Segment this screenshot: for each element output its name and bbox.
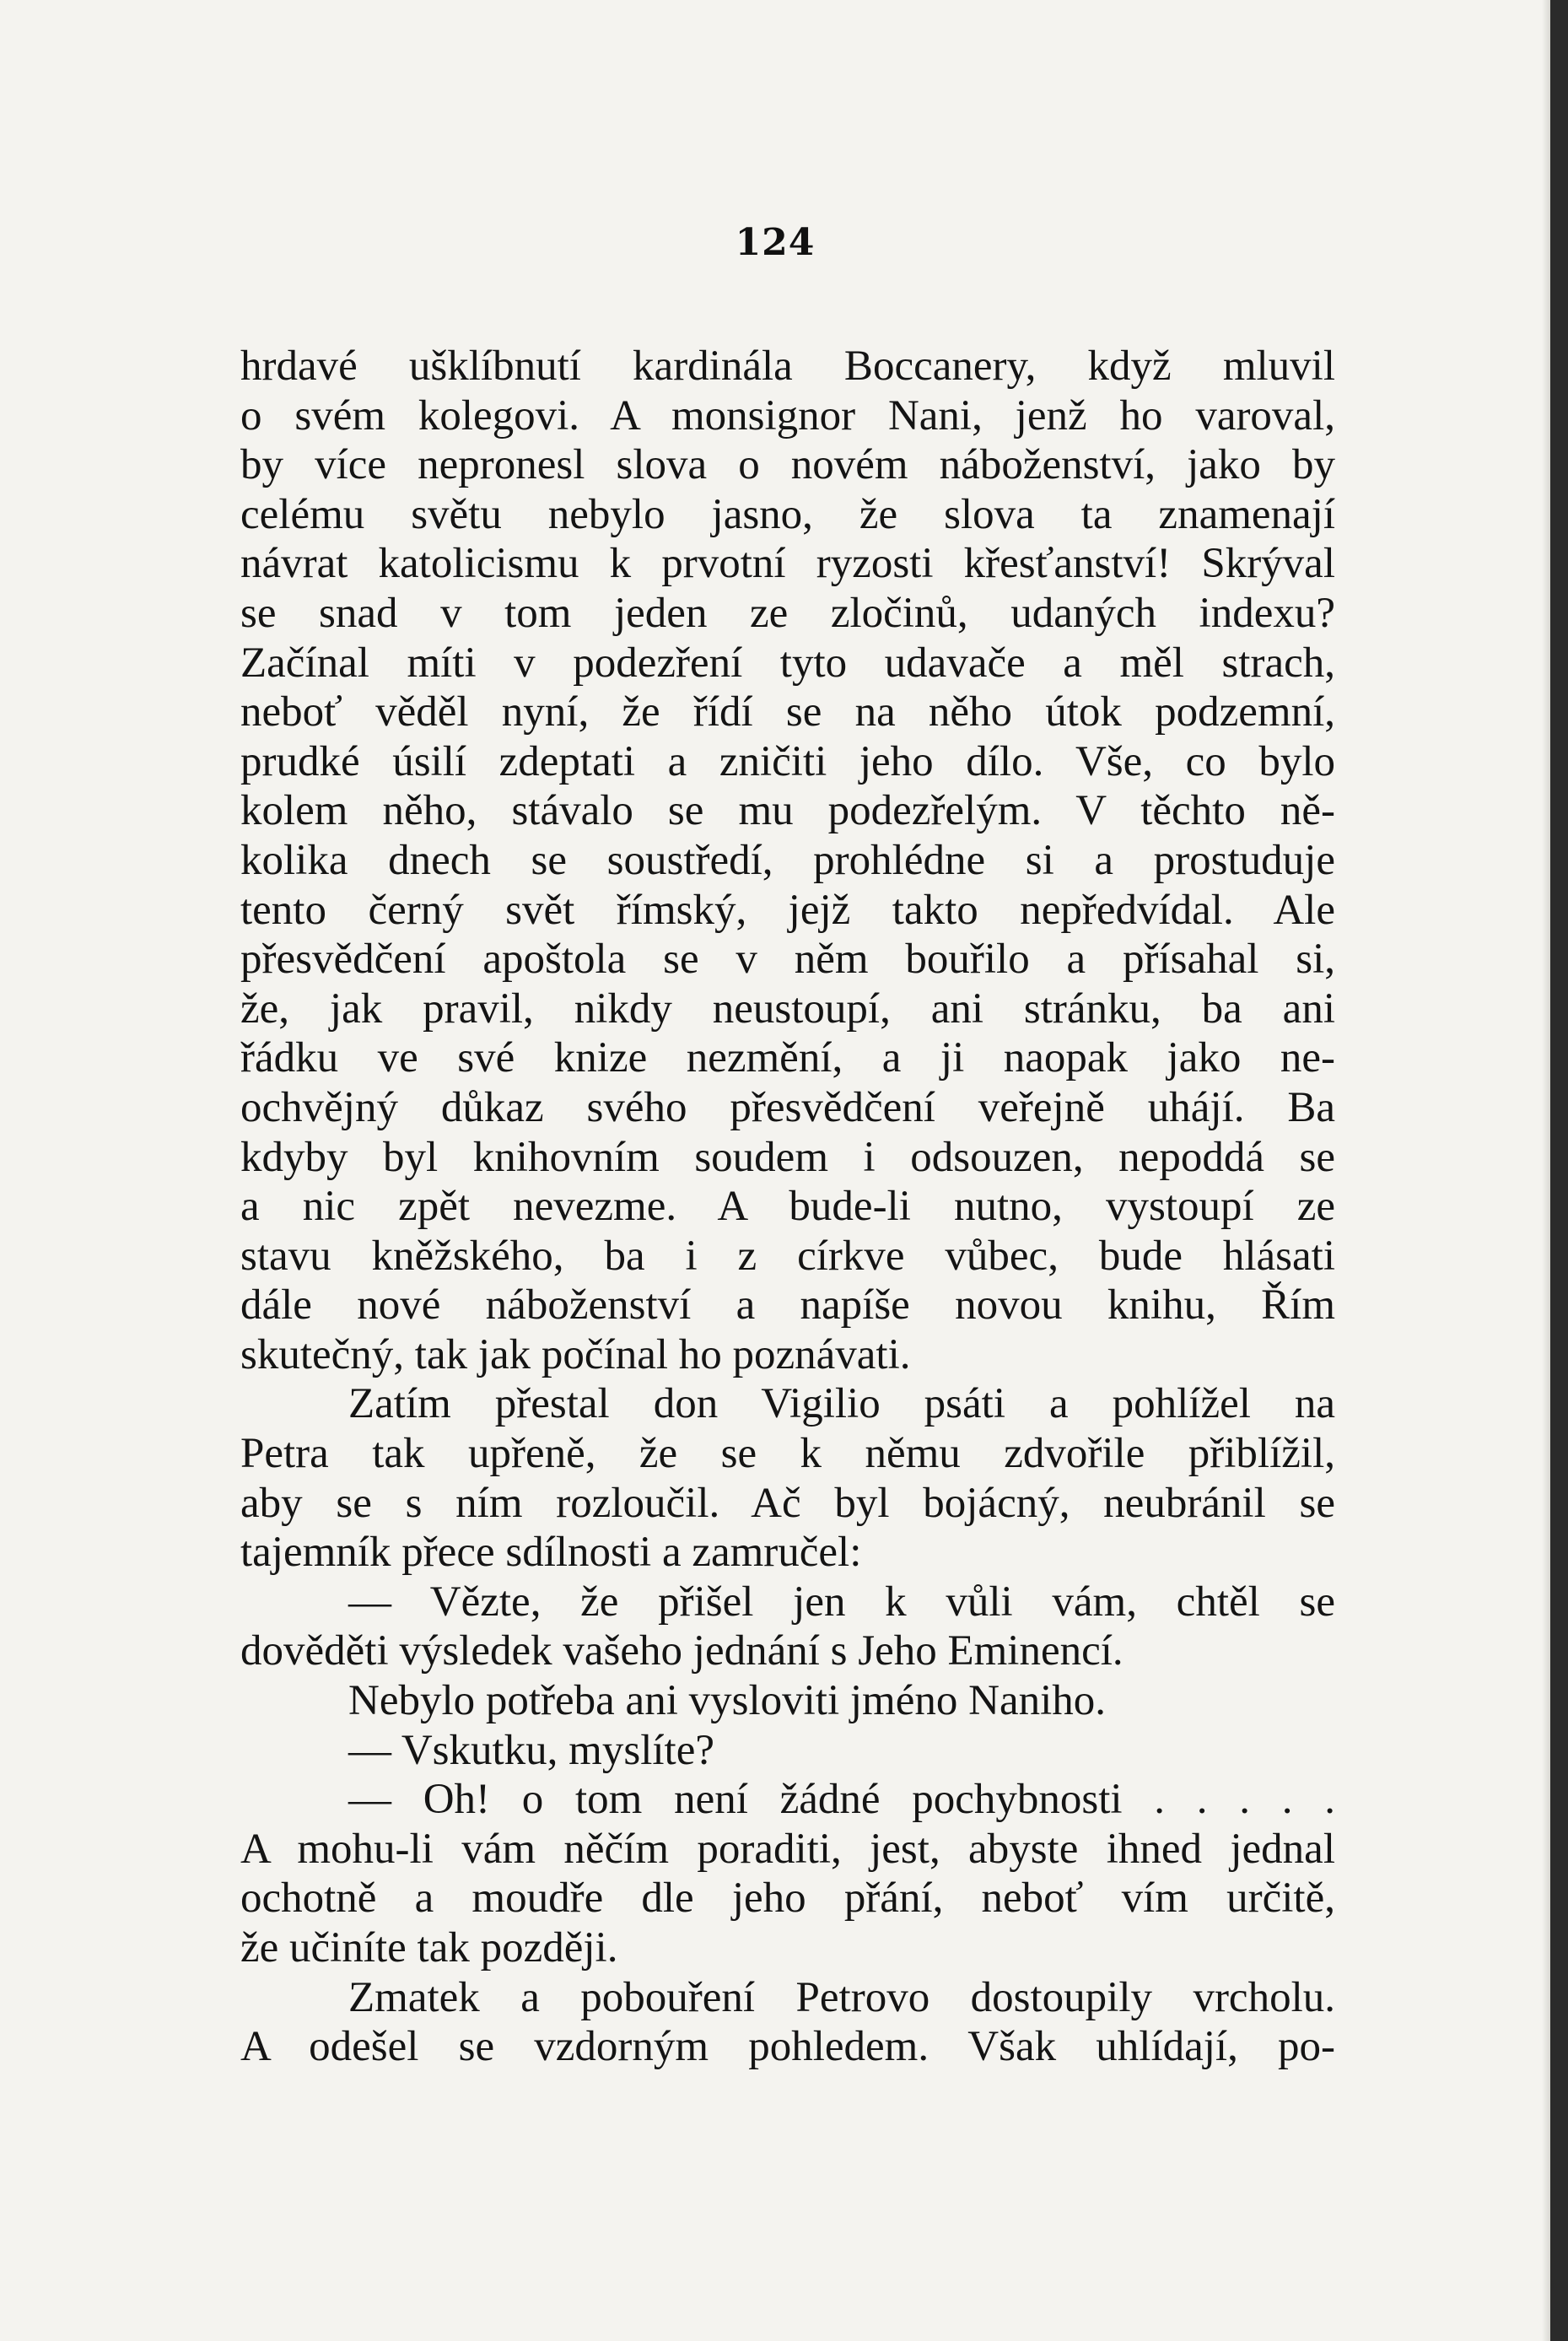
- text-line: A mohu-li vám něčím poraditi, jest, abyste ihned jednal: [240, 1825, 1335, 1873]
- text-line: kdyby byl knihovním soudem i odsouzen, nepoddá se: [240, 1133, 1335, 1181]
- text-line: že učiníte tak později.: [240, 1924, 618, 1972]
- text-line: Začínal míti v podezření tyto udavače a měl strach,: [240, 639, 1335, 687]
- text-line: Zatím přestal don Vigilio psáti a pohlížel na: [348, 1380, 1335, 1428]
- text-line: kolem něho, stávalo se mu podezřelým. V těchto ně-: [240, 787, 1335, 835]
- text-line: A odešel se vzdorným pohledem. Však uhlídají, po-: [240, 2023, 1335, 2071]
- text-line: Zmatek a pobouření Petrovo dostoupily vrcholu.: [348, 1973, 1335, 2021]
- text-line: tajemník přece sdílnosti a zamručel:: [240, 1529, 862, 1577]
- page-edge: [1542, 0, 1550, 2341]
- text-line: by více nepronesl slova o novém náboženství, jako by: [240, 441, 1335, 489]
- text-line: že, jak pravil, nikdy neustoupí, ani stránku, ba ani: [240, 984, 1335, 1033]
- body-text: [240, 342, 1335, 2072]
- text-line: řádku ve své knize nezmění, a ji naopak jako ne-: [240, 1034, 1335, 1082]
- text-line: hrdavé ušklíbnutí kardinála Boccanery, když mluvil: [240, 343, 1335, 390]
- text-line: skutečný, tak jak počínal ho poznávati.: [240, 1330, 911, 1378]
- text-line: návrat katolicismu k prvotní ryzosti křesťanství! Skrýval: [240, 540, 1335, 588]
- text-line: o svém kolegovi. A monsignor Nani, jenž ho varoval,: [240, 391, 1335, 440]
- text-line: a nic zpět nevezme. A bude-li nutno, vystoupí ze: [240, 1183, 1335, 1231]
- text-line: aby se s ním rozloučil. Ač byl bojácný, neubránil se: [240, 1479, 1335, 1527]
- text-line: se snad v tom jeden ze zločinů, udaných indexu?: [240, 589, 1335, 637]
- text-line: celému světu nebylo jasno, že slova ta znamenají: [240, 490, 1335, 538]
- text-line: dověděti výsledek vašeho jednání s Jeho Eminencí.: [240, 1627, 1123, 1675]
- text-line: — Vězte, že přišel jen k vůli vám, chtěl se: [348, 1578, 1335, 1626]
- text-line: dále nové náboženství a napíše novou knihu, Řím: [240, 1281, 1335, 1330]
- text-line: kolika dnech se soustředí, prohlédne si a prostuduje: [240, 836, 1335, 884]
- text-line: — Oh! o tom není žádné pochybnosti . . . . .: [348, 1776, 1335, 1824]
- text-line: tento černý svět římský, jejž takto nepředvídal. Ale: [240, 886, 1335, 934]
- text-line: ochotně a moudře dle jeho přání, neboť vím určitě,: [240, 1874, 1335, 1923]
- text-line: přesvědčení apoštola se v něm bouřilo a přísahal si,: [240, 936, 1335, 984]
- text-line: stavu kněžského, ba i z církve vůbec, bude hlásati: [240, 1232, 1335, 1280]
- text-line: neboť věděl nyní, že řídí se na něho útok podzemní,: [240, 688, 1335, 736]
- text-line: prudké úsilí zdeptati a zničiti jeho dílo. Vše, co bylo: [240, 737, 1335, 785]
- text-line: — Vskutku, myslíte?: [348, 1726, 714, 1774]
- page-number: 124: [735, 221, 816, 264]
- text-line: Nebylo potřeba ani vysloviti jméno Naniho.: [348, 1677, 1107, 1725]
- text-line: ochvějný důkaz svého přesvědčení veřejně uhájí. Ba: [240, 1083, 1335, 1131]
- text-line: Petra tak upřeně, že se k němu zdvořile přiblížil,: [240, 1430, 1335, 1478]
